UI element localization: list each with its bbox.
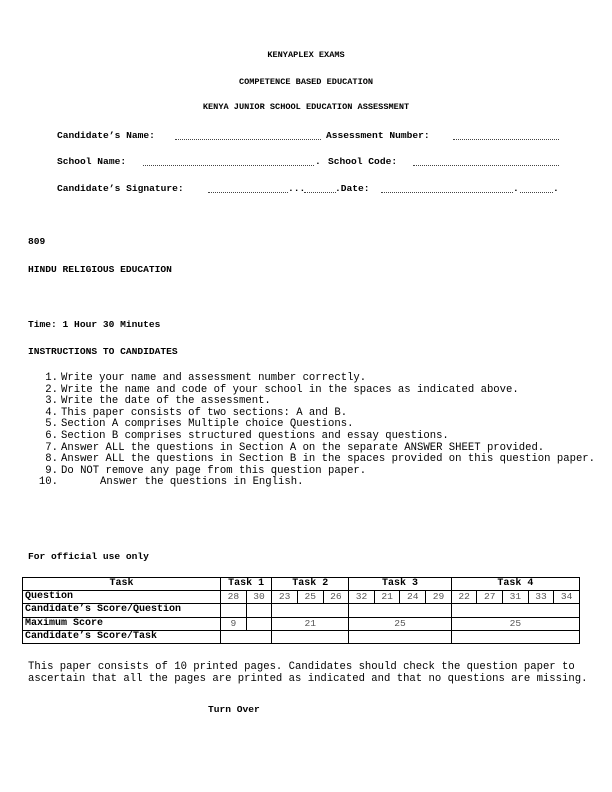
task-score-cell[interactable] bbox=[451, 630, 579, 643]
school-name-label: School Name: bbox=[57, 156, 127, 167]
signature-field-extension[interactable] bbox=[304, 192, 336, 193]
instruction-item: 7. Answer ALL the questions in Section A on the separate ANSWER SHEET provided. bbox=[45, 441, 545, 454]
question-number: 32 bbox=[349, 591, 375, 604]
score-table bbox=[22, 577, 580, 644]
date-label: .Date: bbox=[335, 183, 370, 194]
assessment-number-field[interactable] bbox=[453, 139, 559, 140]
table-row bbox=[23, 630, 580, 643]
question-number: 26 bbox=[323, 591, 349, 604]
instruction-item: 1. Write your name and assessment number correctly. bbox=[45, 372, 367, 384]
instructions-list bbox=[36, 373, 596, 489]
turn-over: Turn Over bbox=[208, 704, 260, 715]
score-cell[interactable] bbox=[451, 604, 579, 617]
instruction-item: 10. Answer the questions in English. bbox=[38, 476, 304, 489]
date-end: . bbox=[553, 183, 559, 194]
assessment-number-label: Assessment Number: bbox=[326, 130, 430, 141]
curriculum-title: COMPETENCE BASED EDUCATION bbox=[238, 77, 374, 87]
page-count-note: This paper consists of 10 printed pages. Candidates should check the question paper to ascertain that all the pages are printed as indicated and that no questions are missing. bbox=[28, 661, 588, 685]
question-number: 22 bbox=[451, 591, 477, 604]
instruction-item: 2. Write the name and code of your school in the spaces as indicated above. bbox=[45, 383, 519, 396]
assessment-title: KENYA JUNIOR SCHOOL EDUCATION ASSESSMENT bbox=[202, 102, 410, 112]
question-number: 25 bbox=[297, 591, 323, 604]
paper-code: 809 bbox=[28, 236, 46, 247]
table-row bbox=[23, 604, 580, 617]
task-score-cell[interactable] bbox=[349, 630, 452, 643]
table-row bbox=[23, 617, 580, 630]
score-cell[interactable] bbox=[272, 604, 349, 617]
max-score-label: Maximum Score bbox=[23, 617, 221, 630]
school-name-field[interactable] bbox=[143, 165, 314, 166]
task-3-header: Task 3 bbox=[349, 578, 452, 591]
task-1-header: Task 1 bbox=[221, 578, 272, 591]
signature-label: Candidate’s Signature: bbox=[57, 183, 184, 194]
school-name-separator: . bbox=[315, 156, 321, 167]
question-number: 28 bbox=[221, 591, 247, 604]
signature-separator: ... bbox=[288, 183, 306, 194]
score-per-question-label: Candidate’s Score/Question bbox=[23, 604, 221, 617]
question-number: 24 bbox=[400, 591, 426, 604]
time-allowed: Time: 1 Hour 30 Minutes bbox=[28, 319, 161, 330]
candidate-name-label: Candidate’s Name: bbox=[57, 130, 155, 141]
question-row-label: Question bbox=[23, 591, 221, 604]
task-header: Task bbox=[23, 578, 221, 591]
exam-provider: KENYAPLEX EXAMS bbox=[267, 50, 345, 60]
school-code-label: School Code: bbox=[328, 156, 398, 167]
score-cell[interactable] bbox=[246, 604, 272, 617]
task-score-cell[interactable] bbox=[221, 630, 272, 643]
instruction-item: 8. Answer ALL the questions in Section B in the spaces provided on this question paper. bbox=[45, 453, 596, 466]
instruction-item: 3. Write the date of the assessment. bbox=[45, 395, 271, 408]
question-number: 34 bbox=[554, 591, 580, 604]
question-number: 33 bbox=[528, 591, 554, 604]
subject-title: HINDU RELIGIOUS EDUCATION bbox=[28, 264, 172, 275]
instruction-item: 4. This paper consists of two sections: A and B. bbox=[45, 406, 348, 419]
question-number: 29 bbox=[426, 591, 452, 604]
task-score-cell[interactable] bbox=[272, 630, 349, 643]
question-number: 27 bbox=[477, 591, 503, 604]
table-row bbox=[23, 591, 580, 604]
max-score-task-4: 25 bbox=[451, 617, 579, 630]
official-use-heading: For official use only bbox=[28, 551, 149, 562]
date-field-extension[interactable] bbox=[520, 192, 553, 193]
date-field[interactable] bbox=[381, 192, 513, 193]
instruction-item: 6. Section B comprises structured questions and essay questions. bbox=[45, 429, 449, 442]
max-score-task-3: 25 bbox=[349, 617, 452, 630]
max-score-task-2: 21 bbox=[272, 617, 349, 630]
question-number: 23 bbox=[272, 591, 298, 604]
signature-field[interactable] bbox=[208, 192, 288, 193]
question-number: 30 bbox=[246, 591, 272, 604]
question-number: 31 bbox=[503, 591, 529, 604]
score-cell[interactable] bbox=[349, 604, 452, 617]
table-row bbox=[23, 578, 580, 591]
task-2-header: Task 2 bbox=[272, 578, 349, 591]
school-code-field[interactable] bbox=[413, 165, 559, 166]
max-score-task-1: 9 bbox=[221, 617, 247, 630]
candidate-name-field[interactable] bbox=[175, 139, 321, 140]
date-separator: . bbox=[513, 183, 519, 194]
score-cell[interactable] bbox=[221, 604, 247, 617]
instructions-heading: INSTRUCTIONS TO CANDIDATES bbox=[28, 346, 178, 357]
question-number: 21 bbox=[374, 591, 400, 604]
instruction-item: 5. Section A comprises Multiple choice Questions. bbox=[45, 418, 354, 431]
score-per-task-label: Candidate’s Score/Task bbox=[23, 630, 221, 643]
task-4-header: Task 4 bbox=[451, 578, 579, 591]
instruction-item: 9. Do NOT remove any page from this question paper. bbox=[45, 464, 367, 477]
